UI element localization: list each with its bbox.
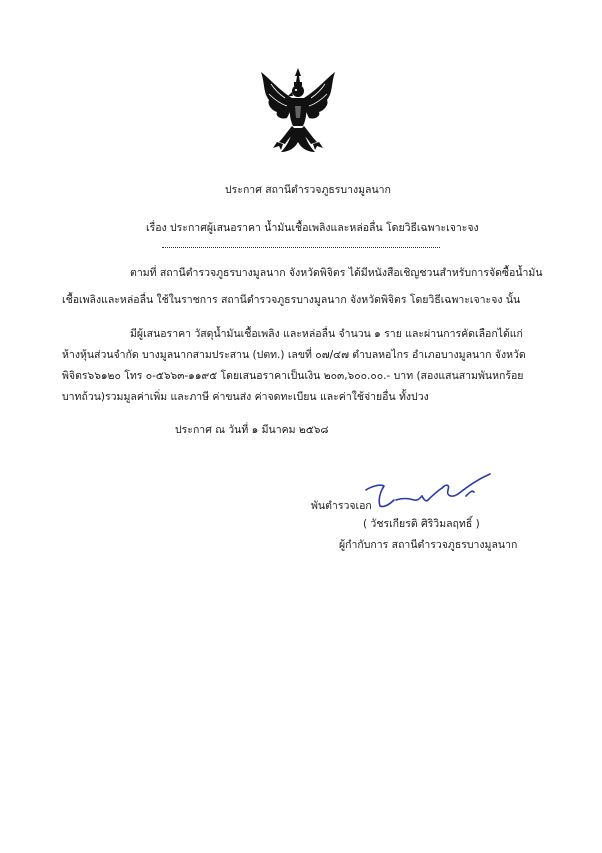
garuda-emblem-icon [259,66,337,156]
paragraph-1-line-2: เชื้อเพลิงและหล่อลื่น ใช้ในราชการ สถานีตำรวจภูธรบางมูลนาก จังหวัดพิจิตร โดยวิธีเฉพาะเจาะจง นั้น [62,294,521,306]
signatory-position: ผู้กำกับการ สถานีตำรวจภูธรบางมูลนาก [339,539,518,551]
paragraph-2-line-4: บาทถ้วน)รวมมูลค่าเพิ่ม และภาษี ค่าขนส่ง ค่าจดทะเบียน และค่าใช้จ่ายอื่น ทั้งปวง [62,391,429,403]
announcement-date: ประกาศ ณ วันที่ ๑ มีนาคม ๒๕๖๘ [175,424,329,436]
announcement-title: ประกาศ สถานีตำรวจภูธรบางมูลนาก [225,184,391,196]
dotted-divider [162,247,440,248]
paragraph-2-line-1: มีผู้เสนอราคา วัสดุน้ำมันเชื้อเพลิง และหล่อลื่น จำนวน ๑ ราย และผ่านการคัดเลือกได้แก่ [130,328,523,340]
paragraph-1-line-1: ตามที่ สถานีตำรวจภูธรบางมูลนาก จังหวัดพิจิตร ได้มีหนังสือเชิญชวนสำหรับการจัดซื้อน้ำมัน [130,267,543,279]
handwritten-signature [362,470,494,512]
signatory-name: ( วัชรเกียรติ ศิริวิมลฤทธิ์ ) [363,518,480,530]
paragraph-2-line-2: ห้างหุ้นส่วนจำกัด บางมูลนากสามประสาน (ปตท.) เลขที่ ๐๗/๔๗ ตำบลหอไกร อำเภอบางมูลนาก จังหวัด [62,349,526,361]
announcement-subject: เรื่อง ประกาศผู้เสนอราคา น้ำมันเชื้อเพลิงและหล่อลื่น โดยวิธีเฉพาะเจาะจง [146,222,479,234]
paragraph-2-line-3: พิจิตร๖๖๑๒๐ โทร ๐-๕๖๖๓-๑๑๙๕ โดยเสนอราคาเป็นเงิน ๒๐๓,๖๐๐.๐๐.- บาท (สองแสนสามพันหกร้อย [62,370,524,382]
signatory-rank: พันตำรวจเอก [311,500,372,512]
